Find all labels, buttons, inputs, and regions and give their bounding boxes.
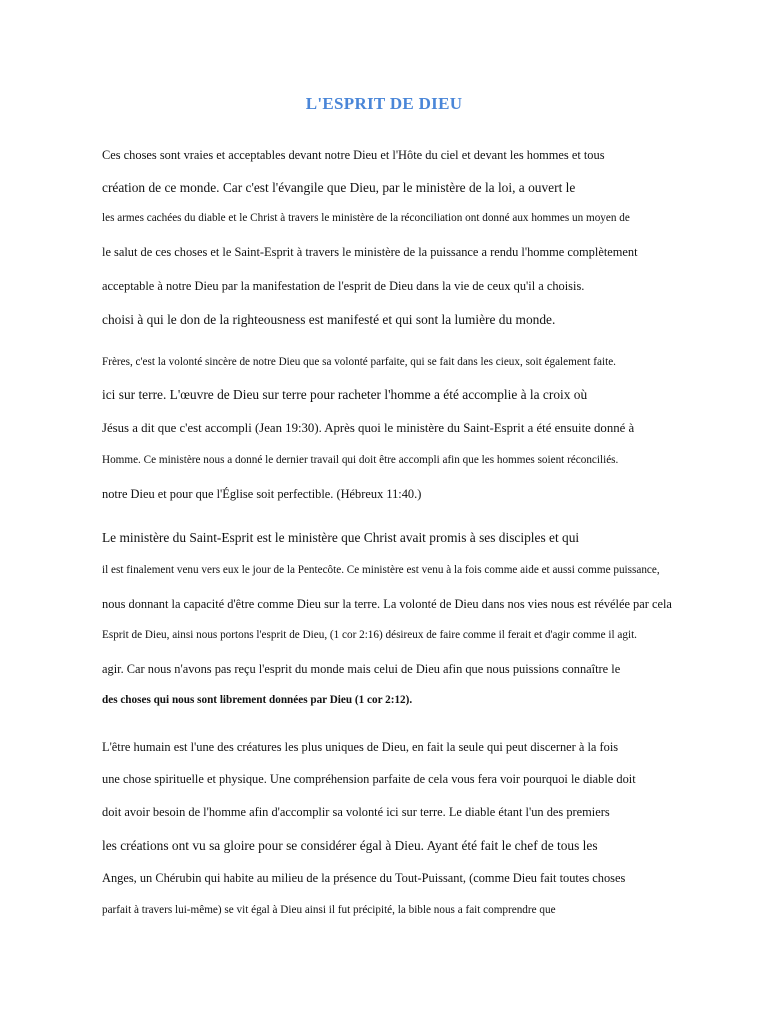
page-title: L'ESPRIT DE DIEU (305, 94, 463, 113)
paragraph-2-line-1: Frères, c'est la volonté sincère de notre Dieu que sa volonté parfaite, qui se fait dans les cieux, soit également faite. (102, 356, 616, 368)
paragraph-4-line-4: les créations ont vu sa gloire pour se considérer égal à Dieu. Ayant été fait le chef de tous les (102, 838, 598, 853)
paragraph-3-line-6: des choses qui nous sont librement données par Dieu (1 cor 2:12). (102, 694, 413, 706)
paragraph-4-line-1: L'être humain est l'une des créatures les plus uniques de Dieu, en fait la seule qui peut discerner à la fois (102, 740, 619, 754)
paragraph-3-line-5: agir. Car nous n'avons pas reçu l'esprit du monde mais celui de Dieu afin que nous puissions connaître le (102, 662, 621, 676)
paragraph-4-line-2: une chose spirituelle et physique. Une compréhension parfaite de cela vous fera voir pourquoi le diable doit (102, 772, 636, 786)
paragraph-2-line-2: ici sur terre. L'œuvre de Dieu sur terre pour racheter l'homme a été accomplie à la croix où (102, 387, 588, 402)
paragraph-2-line-3: Jésus a dit que c'est accompli (Jean 19:30). Après quoi le ministère du Saint-Esprit a été ensuite donné à (102, 421, 635, 435)
paragraph-3-line-2: il est finalement venu vers eux le jour de la Pentecôte. Ce ministère est venu à la fois comme aide et aussi comme puissance, (102, 564, 660, 576)
paragraph-1-line-3: les armes cachées du diable et le Christ à travers le ministère de la réconciliation ont donné aux hommes un moyen de (102, 212, 630, 224)
paragraph-1-line-2: création de ce monde. Car c'est l'évangile que Dieu, par le ministère de la loi, a ouvert le (102, 180, 576, 195)
paragraph-1-line-6: choisi à qui le don de la righteousness est manifesté et qui sont la lumière du monde. (102, 312, 556, 327)
paragraph-4-line-5: Anges, un Chérubin qui habite au milieu de la présence du Tout-Puissant, (comme Dieu fait toutes choses (102, 871, 626, 885)
paragraph-2-line-4: Homme. Ce ministère nous a donné le dernier travail qui doit être accompli afin que les hommes soient réconciliés. (102, 454, 619, 466)
paragraph-1-line-4: le salut de ces choses et le Saint-Esprit à travers le ministère de la puissance a rendu l'homme complètement (102, 245, 638, 259)
paragraph-4-line-6: parfait à travers lui-même) se vit égal à Dieu ainsi il fut précipité, la bible nous a fait comprendre que (102, 904, 556, 916)
paragraph-4-line-3: doit avoir besoin de l'homme afin d'accomplir sa volonté ici sur terre. Le diable étant l'un des premiers (102, 805, 610, 819)
paragraph-1-line-5: acceptable à notre Dieu par la manifestation de l'esprit de Dieu dans la vie de ceux qu'il a choisis. (102, 279, 585, 293)
paragraph-2-line-5: notre Dieu et pour que l'Église soit perfectible. (Hébreux 11:40.) (102, 487, 422, 501)
paragraph-1-line-1: Ces choses sont vraies et acceptables devant notre Dieu et l'Hôte du ciel et devant les hommes et tous (102, 148, 605, 162)
paragraph-3-line-1: Le ministère du Saint-Esprit est le ministère que Christ avait promis à ses disciples et qui (102, 530, 580, 545)
paragraph-3-line-3: nous donnant la capacité d'être comme Dieu sur la terre. La volonté de Dieu dans nos vies nous est révélée par cela (102, 597, 672, 611)
paragraph-3-line-4: Esprit de Dieu, ainsi nous portons l'esprit de Dieu, (1 cor 2:16) désireux de faire comme il ferait et d'agir comme il agit. (102, 629, 637, 641)
